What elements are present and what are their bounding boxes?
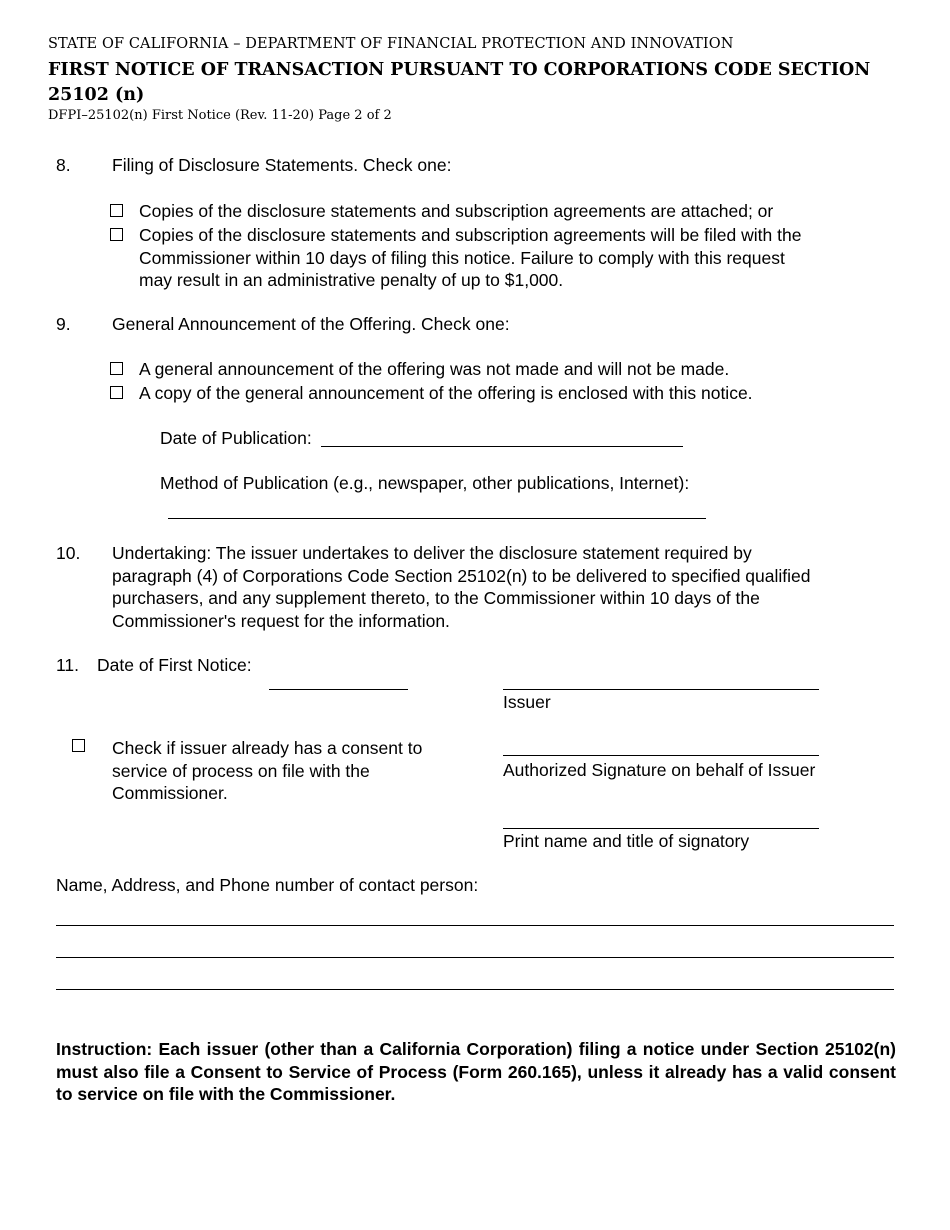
item8-option1-label: Copies of the disclosure statements and subscription agreements are attached; or <box>139 201 774 221</box>
item10-text <box>112 542 811 632</box>
issuer-label: Issuer <box>503 692 551 712</box>
authorized-signature-field[interactable] <box>503 755 819 756</box>
item8-option2-line3: may result in an administrative penalty of up to $1,000. <box>139 270 564 290</box>
instruction-text <box>56 1038 896 1106</box>
item10-line4: Commissioner's request for the information. <box>112 610 450 631</box>
consent-line1: Check if issuer already has a consent to <box>112 738 423 758</box>
signatory-name-field[interactable] <box>503 828 819 829</box>
contact-line-1[interactable] <box>56 925 894 926</box>
contact-line-2[interactable] <box>56 957 894 958</box>
first-notice-date-label: Date of First Notice: <box>97 655 252 675</box>
consent-line3: Commissioner. <box>112 783 228 803</box>
consent-line2: service of process on file with the <box>112 760 370 781</box>
item8-number: 8. <box>56 155 71 175</box>
item9-option2-label: A copy of the general announcement of the offering is enclosed with this notice. <box>139 383 753 403</box>
item9-option2-checkbox[interactable] <box>110 386 123 399</box>
item9-number: 9. <box>56 314 71 334</box>
contact-line-3[interactable] <box>56 989 894 990</box>
issuer-field[interactable] <box>503 689 819 690</box>
item8-option2-line2: Commissioner within 10 days of filing this notice. Failure to comply with this request <box>139 247 785 268</box>
publication-method-field[interactable] <box>168 518 706 519</box>
form-id: DFPI–25102(n) First Notice (Rev. 11-20) Page 2 of 2 <box>48 108 392 123</box>
item11-number: 11. <box>56 655 80 675</box>
signatory-name-label: Print name and title of signatory <box>503 831 750 851</box>
item10-line2: paragraph (4) of Corporations Code Section 25102(n) to be delivered to specified qualified <box>112 565 811 586</box>
item9-heading: General Announcement of the Offering. Check one: <box>112 314 510 334</box>
publication-method-label: Method of Publication (e.g., newspaper, other publications, Internet): <box>160 473 690 493</box>
item9-option1-checkbox[interactable] <box>110 362 123 375</box>
instruction-lead: Instruction: <box>56 1039 153 1059</box>
contact-person-label: Name, Address, and Phone number of contact person: <box>56 875 479 895</box>
publication-date-field[interactable] <box>321 446 683 447</box>
publication-date-label: Date of Publication: <box>160 428 312 448</box>
item10-number: 10. <box>56 543 81 563</box>
authorized-signature-label: Authorized Signature on behalf of Issuer <box>503 760 816 780</box>
consent-on-file-checkbox[interactable] <box>72 739 85 752</box>
consent-on-file-label <box>112 737 422 805</box>
item8-heading: Filing of Disclosure Statements. Check one: <box>112 155 452 175</box>
first-notice-date-field[interactable] <box>269 689 408 690</box>
item8-option1-checkbox[interactable] <box>110 204 123 217</box>
form-title-line2: 25102 (n) <box>48 85 145 105</box>
instruction-body: Each issuer (other than a California Corporation) filing a notice under Section 25102(n) must also file a Consent to Service of Process (Form 260.165), unless it already has a valid consent to service on file with the Commissioner. <box>56 1039 896 1104</box>
item8-option2-checkbox[interactable] <box>110 228 123 241</box>
item8-option2-label <box>139 224 801 292</box>
item10-line3: purchasers, and any supplement thereto, to the Commissioner within 10 days of the <box>112 588 760 608</box>
item9-option1-label: A general announcement of the offering was not made and will not be made. <box>139 359 730 379</box>
form-title-line1: FIRST NOTICE OF TRANSACTION PURSUANT TO CORPORATIONS CODE SECTION <box>48 60 871 80</box>
form-title <box>48 58 870 108</box>
agency-name: STATE OF CALIFORNIA – DEPARTMENT OF FINANCIAL PROTECTION AND INNOVATION <box>48 36 734 52</box>
item10-line1: Undertaking: The issuer undertakes to deliver the disclosure statement required by <box>112 543 752 563</box>
item8-option2-line1: Copies of the disclosure statements and subscription agreements will be filed with the <box>139 225 802 245</box>
